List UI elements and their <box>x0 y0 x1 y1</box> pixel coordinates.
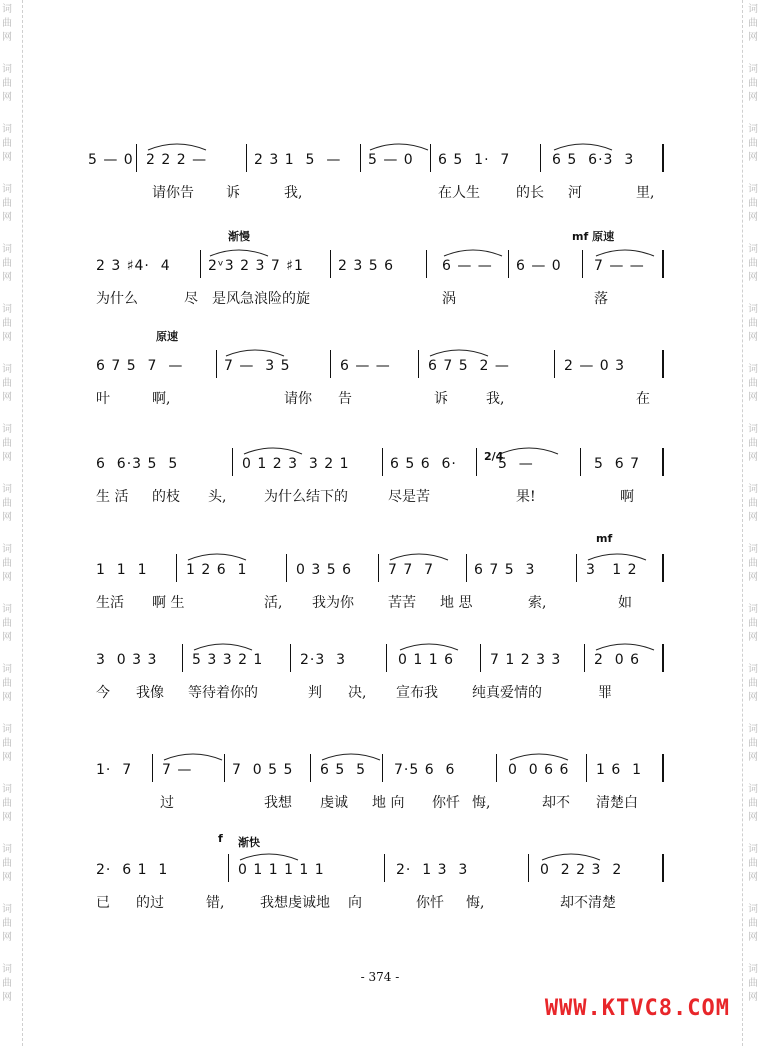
measure-notes: 6 7 5 7 — <box>96 358 184 374</box>
side-watermark-char: 网 <box>2 452 12 463</box>
measure-notes: 1· 7 <box>96 762 133 778</box>
lyric-text: 却不 <box>542 795 570 811</box>
lyric-text: 活, <box>264 595 283 611</box>
side-watermark-char: 曲 <box>2 558 12 569</box>
side-watermark-char: 曲 <box>2 498 12 509</box>
lyric-text: 你忏 <box>416 895 444 911</box>
side-watermark-char: 曲 <box>748 858 758 869</box>
measure-notes: 7 7 7 <box>388 562 435 578</box>
side-watermark-char: 词 <box>748 604 758 615</box>
measure-notes: 2ᵛ3 2 3 7 ♯1 <box>208 258 304 274</box>
side-watermark-char: 曲 <box>748 198 758 209</box>
lyric-text: 我, <box>284 185 303 201</box>
lyric-text: 判 <box>308 685 322 701</box>
tempo-dynamic-marking: 2/4 <box>484 450 504 463</box>
lyric-text: 清楚白 <box>596 795 638 811</box>
slur-marks <box>88 438 660 458</box>
side-watermark-char: 曲 <box>748 618 758 629</box>
side-watermark-char: 词 <box>2 424 12 435</box>
lyric-text: 向 <box>348 895 362 911</box>
measure-notes: 7 0 5 5 <box>232 762 294 778</box>
measure-notes: 2 3 5 6 <box>338 258 394 274</box>
side-watermark-char: 网 <box>748 272 758 283</box>
lyric-text: 我, <box>486 391 505 407</box>
side-watermark-char: 网 <box>748 872 758 883</box>
side-watermark-char: 网 <box>2 992 12 1003</box>
slur-marks <box>88 634 660 654</box>
side-watermark-char: 曲 <box>2 858 12 869</box>
measure-notes: 7 — <box>162 762 193 778</box>
side-watermark-char: 网 <box>2 692 12 703</box>
measure-notes: 0 2 2 3 2 <box>540 862 623 878</box>
lyric-text: 今 <box>96 685 110 701</box>
lyric-text: 纯真爱情的 <box>472 685 542 701</box>
lyric-text: 是风急浪险的旋 <box>212 291 310 307</box>
side-watermark-char: 词 <box>2 64 12 75</box>
measure-notes: 6 5 6·3 3 <box>552 152 635 168</box>
measure-notes: 0 3 5 6 <box>296 562 352 578</box>
notation-line <box>88 762 660 784</box>
side-watermark-char: 曲 <box>748 798 758 809</box>
side-watermark-char: 网 <box>748 332 758 343</box>
side-watermark-char: 曲 <box>748 258 758 269</box>
side-watermark-char: 网 <box>2 572 12 583</box>
side-watermark-char: 曲 <box>748 558 758 569</box>
measure-notes: 6 7 5 3 <box>474 562 536 578</box>
side-watermark-char: 词 <box>748 484 758 495</box>
measure-notes: 3 0 3 3 <box>96 652 158 668</box>
measure-notes: 7 — 3 5 <box>224 358 291 374</box>
measure-notes: 6 7 5 2 — <box>428 358 510 374</box>
side-watermark-char: 曲 <box>2 198 12 209</box>
side-watermark-char: 词 <box>748 784 758 795</box>
lyric-text: 的过 <box>136 895 164 911</box>
measure-notes: 2 3 1 5 — <box>254 152 342 168</box>
lyric-text: 河 <box>568 185 582 201</box>
measure-notes: 2· 1 3 3 <box>396 862 469 878</box>
side-watermark-char: 网 <box>2 812 12 823</box>
side-watermark-char: 词 <box>2 4 12 15</box>
side-watermark-char: 曲 <box>2 258 12 269</box>
side-watermark-char: 网 <box>748 212 758 223</box>
side-watermark-char: 词 <box>2 964 12 975</box>
side-watermark-char: 曲 <box>748 138 758 149</box>
lyric-text: 地 思 <box>440 595 473 611</box>
lyric-text: 苦苦 <box>388 595 416 611</box>
lyric-text: 叶 <box>96 391 110 407</box>
tempo-dynamic-marking: 渐慢 <box>228 230 250 243</box>
lyric-text: 啊 生 <box>152 595 185 611</box>
measure-notes: 5 — 0 <box>368 152 414 168</box>
side-watermark-char: 曲 <box>748 738 758 749</box>
site-watermark: WWW.KTVC8.COM <box>544 996 730 1021</box>
end-barline <box>662 644 664 672</box>
measure-notes: 7 1 2 3 3 <box>490 652 562 668</box>
lyric-text: 虔诚 <box>320 795 348 811</box>
tempo-dynamic-marking: mf <box>596 532 613 545</box>
measure-notes: 0 1 2 3 3 2 1 <box>242 456 350 472</box>
side-watermark-char: 曲 <box>2 978 12 989</box>
side-watermark-char: 网 <box>748 452 758 463</box>
lyric-text: 我想 <box>264 795 292 811</box>
side-watermark-char: 网 <box>2 872 12 883</box>
lyric-text: 诉 <box>226 185 240 201</box>
side-watermark-char: 曲 <box>748 498 758 509</box>
notation-line <box>88 456 660 478</box>
measure-notes: 1 6 1 <box>596 762 643 778</box>
tempo-dynamic-marking: 渐快 <box>238 836 260 849</box>
side-watermark-char: 曲 <box>748 978 758 989</box>
side-watermark-char: 网 <box>2 272 12 283</box>
notation-line <box>88 562 660 584</box>
lyric-text: 等待着你的 <box>188 685 258 701</box>
side-watermark-char: 曲 <box>2 318 12 329</box>
side-watermark-char: 网 <box>2 332 12 343</box>
slur-marks <box>88 844 660 864</box>
side-watermark-char: 曲 <box>748 318 758 329</box>
lyric-text: 里, <box>636 185 655 201</box>
side-watermark-char: 词 <box>748 184 758 195</box>
side-watermark-char: 曲 <box>2 438 12 449</box>
side-watermark-char: 网 <box>748 572 758 583</box>
side-watermark-char: 词 <box>748 964 758 975</box>
end-barline <box>662 754 664 782</box>
measure-notes: 0 1 1 6 <box>398 652 454 668</box>
measure-notes: 0 0 6 6 <box>508 762 570 778</box>
notation-line <box>88 358 660 380</box>
side-watermark-char: 曲 <box>2 78 12 89</box>
side-watermark-char: 曲 <box>2 918 12 929</box>
measure-notes: 2·3 3 <box>300 652 347 668</box>
side-watermark-char: 词 <box>748 4 758 15</box>
lyric-text: 告 <box>338 391 352 407</box>
tempo-dynamic-marking: 原速 <box>156 330 178 343</box>
measure-notes: 6 5 6 6· <box>390 456 457 472</box>
measure-notes: 5 6 7 <box>594 456 641 472</box>
measure-notes: 1 1 1 <box>96 562 148 578</box>
lyric-text: 果! <box>516 489 536 505</box>
side-watermark-char: 词 <box>748 664 758 675</box>
lyric-text: 啊 <box>620 489 634 505</box>
side-watermark-char: 曲 <box>2 678 12 689</box>
side-watermark-char: 曲 <box>2 618 12 629</box>
left-dashed-rule <box>22 0 23 1046</box>
lyric-text: 诉 <box>434 391 448 407</box>
side-watermark-char: 曲 <box>2 138 12 149</box>
side-watermark-char: 词 <box>748 64 758 75</box>
side-watermark-char: 曲 <box>2 798 12 809</box>
side-watermark-char: 网 <box>2 32 12 43</box>
lyric-text: 在人生 <box>438 185 480 201</box>
page-number: - 374 - <box>360 970 400 984</box>
measure-notes: 2 3 ♯4· 4 <box>96 258 171 274</box>
side-watermark-char: 词 <box>2 244 12 255</box>
measure-notes: 2 — 0 3 <box>564 358 626 374</box>
lyric-text: 却不清楚 <box>560 895 616 911</box>
side-watermark-char: 网 <box>748 692 758 703</box>
end-barline <box>662 350 664 378</box>
measure-notes: 5 — 0 <box>88 152 134 168</box>
lyric-text: 宣布我 <box>396 685 438 701</box>
lyric-text: 落 <box>594 291 608 307</box>
lyric-text: 生活 <box>96 595 124 611</box>
measure-notes: 0 1 1 1 1 1 <box>238 862 325 878</box>
side-watermark-char: 词 <box>748 844 758 855</box>
side-watermark-char: 网 <box>2 92 12 103</box>
side-watermark-char: 网 <box>2 752 12 763</box>
lyric-text: 为什么结下的 <box>264 489 348 505</box>
lyric-text: 罪 <box>598 685 612 701</box>
side-watermark-char: 词 <box>748 904 758 915</box>
side-watermark-char: 词 <box>2 784 12 795</box>
end-barline <box>662 144 664 172</box>
lyric-text: 我为你 <box>312 595 354 611</box>
side-watermark-char: 词 <box>748 724 758 735</box>
lyric-text: 我想虔诚地 <box>260 895 330 911</box>
measure-notes: 5 3 3 2 1 <box>192 652 264 668</box>
measure-notes: 2 2 2 — <box>146 152 208 168</box>
lyric-text: 的长 <box>516 185 544 201</box>
left-margin-strip <box>0 0 14 1046</box>
measure-notes: 6 — — <box>442 258 493 274</box>
lyric-text: 为什么 <box>96 291 138 307</box>
side-watermark-char: 曲 <box>748 918 758 929</box>
side-watermark-char: 网 <box>748 32 758 43</box>
measure-notes: 1 2 6 1 <box>186 562 248 578</box>
measure-notes: 6 6·3 5 5 <box>96 456 179 472</box>
side-watermark-char: 词 <box>748 424 758 435</box>
end-barline <box>662 554 664 582</box>
side-watermark-char: 词 <box>2 664 12 675</box>
notation-line <box>88 652 660 674</box>
side-watermark-char: 网 <box>2 932 12 943</box>
tempo-dynamic-marking: f <box>218 832 223 845</box>
lyric-text: 的枝 <box>152 489 180 505</box>
side-watermark-char: 词 <box>2 904 12 915</box>
side-watermark-char: 曲 <box>748 438 758 449</box>
side-watermark-char: 词 <box>2 724 12 735</box>
side-watermark-char: 词 <box>748 124 758 135</box>
lyric-text: 已 <box>96 895 110 911</box>
lyric-text: 悔, <box>472 795 491 811</box>
side-watermark-char: 网 <box>748 512 758 523</box>
measure-notes: 6 5 1· 7 <box>438 152 511 168</box>
measure-notes: 5 — <box>498 456 534 472</box>
side-watermark-char: 网 <box>2 632 12 643</box>
lyric-text: 错, <box>206 895 225 911</box>
side-watermark-char: 网 <box>748 992 758 1003</box>
lyric-text: 请你告 <box>152 185 194 201</box>
measure-notes: 6 5 5 <box>320 762 367 778</box>
lyric-text: 涡 <box>442 291 456 307</box>
lyric-text: 如 <box>618 595 632 611</box>
end-barline <box>662 448 664 476</box>
lyric-text: 生 活 <box>96 489 129 505</box>
side-watermark-char: 网 <box>2 512 12 523</box>
right-dashed-rule <box>742 0 743 1046</box>
slur-marks <box>88 134 660 154</box>
side-watermark-char: 词 <box>2 364 12 375</box>
side-watermark-char: 网 <box>748 152 758 163</box>
lyric-text: 啊, <box>152 391 171 407</box>
slur-marks <box>88 544 660 564</box>
side-watermark-char: 网 <box>748 812 758 823</box>
side-watermark-char: 词 <box>2 304 12 315</box>
side-watermark-char: 词 <box>748 244 758 255</box>
side-watermark-char: 网 <box>748 92 758 103</box>
side-watermark-char: 词 <box>748 364 758 375</box>
lyric-text: 请你 <box>284 391 312 407</box>
measure-notes: 2 0 6 <box>594 652 641 668</box>
lyric-text: 地 向 <box>372 795 405 811</box>
lyric-text: 我像 <box>136 685 164 701</box>
side-watermark-char: 曲 <box>748 378 758 389</box>
measure-notes: 6 — — <box>340 358 391 374</box>
side-watermark-char: 词 <box>2 604 12 615</box>
side-watermark-char: 词 <box>2 124 12 135</box>
lyric-text: 尽 <box>184 291 198 307</box>
side-watermark-char: 网 <box>748 392 758 403</box>
lyric-text: 你忏 <box>432 795 460 811</box>
side-watermark-char: 词 <box>2 844 12 855</box>
measure-notes: 7 — — <box>594 258 645 274</box>
side-watermark-char: 词 <box>748 304 758 315</box>
measure-notes: 3 1 2 <box>586 562 638 578</box>
slur-marks <box>88 744 660 764</box>
measure-notes: 2· 6 1 1 <box>96 862 169 878</box>
lyric-text: 悔, <box>466 895 485 911</box>
side-watermark-char: 曲 <box>748 18 758 29</box>
side-watermark-char: 网 <box>748 632 758 643</box>
side-watermark-char: 网 <box>2 392 12 403</box>
lyric-text: 在 <box>636 391 650 407</box>
right-margin-strip <box>746 0 760 1046</box>
side-watermark-char: 词 <box>748 544 758 555</box>
side-watermark-char: 词 <box>2 484 12 495</box>
side-watermark-char: 曲 <box>748 78 758 89</box>
lyric-text: 过 <box>160 795 174 811</box>
lyric-text: 尽是苦 <box>388 489 430 505</box>
tempo-dynamic-marking: mf 原速 <box>572 230 615 243</box>
end-barline <box>662 854 664 882</box>
measure-notes: 7·5 6 6 <box>394 762 456 778</box>
end-barline <box>662 250 664 278</box>
side-watermark-char: 曲 <box>2 18 12 29</box>
side-watermark-char: 网 <box>2 152 12 163</box>
side-watermark-char: 曲 <box>748 678 758 689</box>
side-watermark-char: 网 <box>2 212 12 223</box>
side-watermark-char: 词 <box>2 544 12 555</box>
lyric-text: 头, <box>208 489 227 505</box>
notation-line <box>88 862 660 884</box>
side-watermark-char: 曲 <box>2 378 12 389</box>
notation-line <box>88 152 660 174</box>
lyric-text: 决, <box>348 685 367 701</box>
side-watermark-char: 曲 <box>2 738 12 749</box>
lyric-text: 索, <box>528 595 547 611</box>
measure-notes: 6 — 0 <box>516 258 562 274</box>
side-watermark-char: 词 <box>2 184 12 195</box>
side-watermark-char: 网 <box>748 932 758 943</box>
notation-line <box>88 258 660 280</box>
side-watermark-char: 网 <box>748 752 758 763</box>
